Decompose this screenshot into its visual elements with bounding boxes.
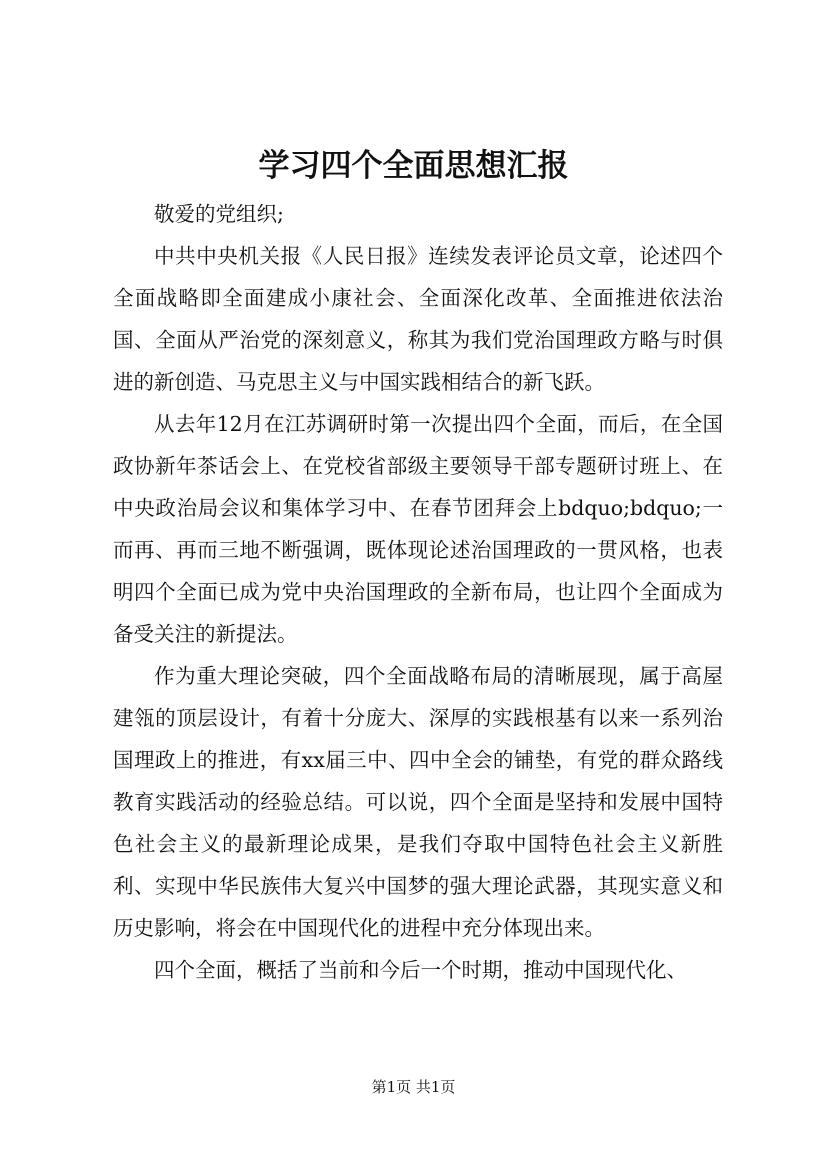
paragraph-4: 四个全面，概括了当前和今后一个时期，推动中国现代化、 xyxy=(154,958,687,982)
paragraph-1: 中共中央机关报《人民日报》连续发表评论员文章，论述四个全面战略即全面建成小康社会、全面深化改革、全面推进依法治国、全面从严治党的深刻意义，称其为我们党治国理政方略与时俱进的新创造、马克思主义与中国实践相结合的新飞跃。 xyxy=(113,244,723,394)
paragraph-2: 从去年12月在江苏调研时第一次提出四个全面，而后，在全国政协新年茶话会上、在党校省部级主要领导干部专题研讨班上、在中央政治局会议和集体学习中、在春节团拜会上bdquo;bdquo;一而再、再而三地不断强调，既体现论述治国理政的一贯风格，也表明四个全面已成为党中央治国理政的全新布局，也让四个全面成为备受关注的新提法。 xyxy=(113,412,723,646)
document-title: 学习四个全面思想汇报 xyxy=(258,148,569,184)
document-body xyxy=(113,193,723,991)
paragraph-3: 作为重大理论突破，四个全面战略布局的清晰展现，属于高屋建瓴的顶层设计，有着十分庞大、深厚的实践根基有以来一系列治国理政上的推进，有xx届三中、四中全会的铺垫，有党的群众路线教育实践活动的经验总结。可以说，四个全面是坚持和发展中国特色社会主义的最新理论成果，是我们夺取中国特色社会主义新胜利、实现中华民族伟大复兴中国梦的强大理论武器，其现实意义和历史影响，将会在中国现代化的进程中充分体现出来。 xyxy=(113,664,723,940)
salutation: 敬爱的党组织; xyxy=(154,202,284,226)
page-number-footer: 第1页 共1页 xyxy=(371,1078,456,1096)
